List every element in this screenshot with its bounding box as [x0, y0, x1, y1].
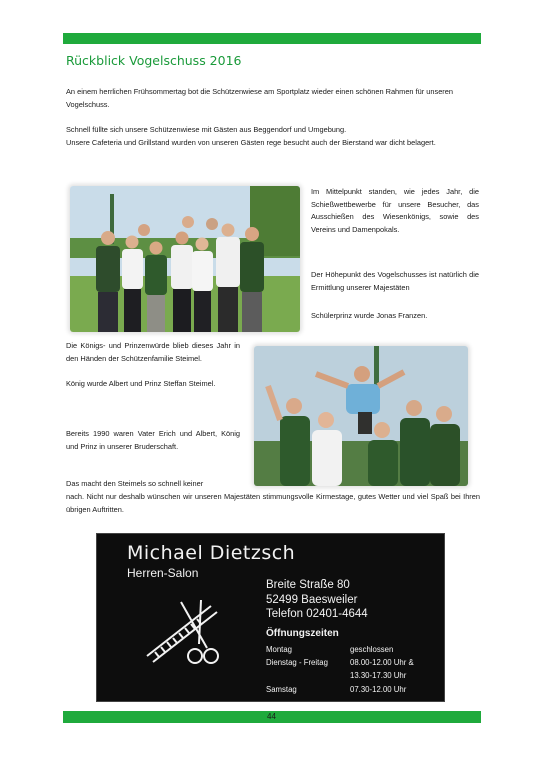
ad-street: Breite Straße 80: [266, 579, 350, 591]
ad-hours-day: Montag: [266, 645, 293, 654]
paragraph-king: König wurde Albert und Prinz Steffan Steimel.: [66, 379, 216, 388]
paragraph-guests: [66, 124, 480, 149]
paragraph-steimels: Das macht den Steimels so schnell keiner: [66, 479, 204, 488]
ad-phone: Telefon 02401-4644: [266, 608, 368, 620]
group-photo: [70, 186, 300, 332]
paragraph-royal-family: Die Königs- und Prinzenwürde blieb dieses Jahr in den Händen der Schützenfamilie Steimel.: [66, 341, 240, 363]
ad-hours-time: 07.30-12.00 Uhr: [350, 685, 407, 694]
ad-hours-time: 08.00-12.00 Uhr &: [350, 658, 414, 667]
group-photo-image: [70, 186, 300, 332]
comb-scissors-icon: [141, 596, 237, 668]
ad-business-name: Michael Dietzsch: [127, 542, 296, 564]
paragraph-intro: An einem herrlichen Frühsommertag bot die Schützenwiese am Sportplatz wieder einen schönen Rahmen für unseren Vogelschuss.: [66, 87, 453, 109]
paragraph-1990: Bereits 1990 waren Vater Erich und Albert, König und Prinz in unserer Bruderschaft.: [66, 429, 240, 451]
ad-subtitle: Herren-Salon: [127, 566, 199, 580]
ad-hours-time: geschlossen: [350, 645, 394, 654]
ad-address: [266, 578, 368, 622]
ad-city: 52499 Baesweiler: [266, 593, 358, 606]
page-number: 44: [267, 712, 276, 721]
celebration-photo-image: [254, 346, 468, 486]
paragraph-competitions: Im Mittelpunkt standen, wie jedes Jahr, die Schießwettbewerbe für unsere Besucher, das Ausschießen des Wiesenkönigs, sowie des Vereins und Damenpokals.: [311, 187, 479, 234]
barber-advertisement: [96, 533, 445, 702]
page-title: Rückblick Vogelschuss 2016: [66, 53, 242, 68]
celebration-photo: [254, 346, 468, 486]
paragraph-guests-line1: Schnell füllte sich unsere Schützenwiese mit Gästen aus Beggendorf und Umgebung.: [66, 125, 347, 134]
paragraph-student-prince: Schülerprinz wurde Jonas Franzen.: [311, 311, 428, 320]
header-bar: [63, 33, 481, 44]
ad-hours-day: Samstag: [266, 685, 297, 694]
ad-hours-day: Dienstag - Freitag: [266, 658, 328, 667]
paragraph-guests-line2: Unsere Cafeteria und Grillstand wurden von unseren Gästen rege besucht auch der Bierstand war dicht belagert.: [66, 137, 436, 147]
paragraph-highlight: Der Höhepunkt des Vogelschusses ist natürlich die Ermittlung unserer Majestäten: [311, 270, 479, 292]
paragraph-closing: nach. Nicht nur deshalb wünschen wir unseren Majestäten stimmungsvolle Kirmestage, gutes Wetter und viel Spaß bei Ihren übrigen Auftritten.: [66, 492, 480, 514]
ad-hours-time: 13.30-17.30 Uhr: [350, 671, 407, 680]
ad-hours-title: Öffnungszeiten: [266, 628, 339, 639]
